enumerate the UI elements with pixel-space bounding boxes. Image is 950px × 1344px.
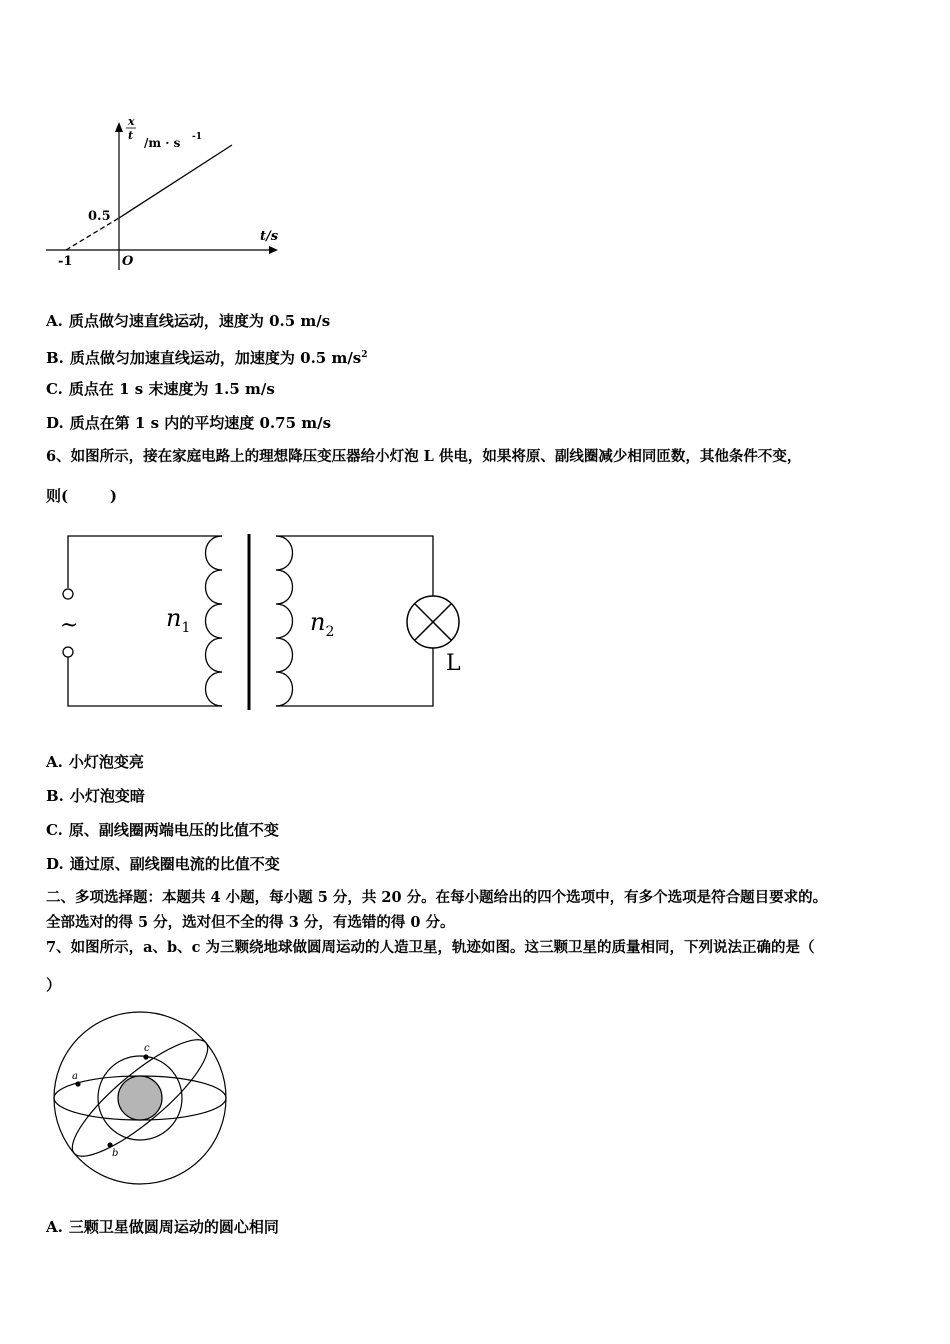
- q7-stem-line1: 7、如图所示，a、b、c 为三颗绕地球做圆周运动的人造卫星，轨迹如图。这三颗卫星的质量相同，下列说法正确的是（: [46, 939, 815, 956]
- q5-option-a: [46, 311, 330, 331]
- option-text: 小灯泡变亮: [68, 753, 144, 771]
- option-label: B.: [46, 349, 64, 367]
- primary-coil: [206, 536, 223, 706]
- option-text: 三颗卫星做圆周运动的圆心相同: [68, 1218, 279, 1236]
- secondary-wire-bottom: [276, 648, 433, 706]
- q6-stem-line2: 则( ): [46, 487, 117, 505]
- q6-option-b: [46, 786, 145, 806]
- satellite-b: [107, 1142, 112, 1147]
- earth: [118, 1076, 162, 1120]
- section2-line2: 全部选对的得 5 分，选对但不全的得 3 分，有选错的得 0 分。: [46, 914, 455, 931]
- x-neg-label: -1: [58, 254, 73, 269]
- option-label: A.: [46, 1218, 63, 1236]
- ac-source-symbol: ~: [60, 613, 79, 638]
- transformer-circuit: [50, 528, 480, 718]
- origin-label: O: [122, 254, 134, 269]
- satellite-a-label: a: [72, 1071, 78, 1082]
- q6-option-d: [46, 854, 280, 874]
- n1-subscript: 1: [181, 620, 191, 636]
- y-label-denominator: t: [128, 129, 134, 142]
- option-label: A.: [46, 312, 63, 330]
- option-label: A.: [46, 753, 63, 771]
- option-label: D.: [46, 414, 64, 432]
- x-axis-label: t/s: [260, 229, 279, 244]
- n1-symbol: n: [166, 604, 182, 632]
- secondary-wire-top: [276, 536, 433, 596]
- xt-graph: [40, 110, 290, 275]
- option-text: 质点做匀加速直线运动，加速度为 0.5 m/s: [69, 349, 362, 367]
- y-label-numerator: x: [128, 115, 135, 128]
- satellite-c: [143, 1054, 148, 1059]
- option-text: 通过原、副线圈电流的比值不变: [69, 855, 280, 873]
- primary-wire-top: [68, 536, 222, 588]
- lamp-label: L: [446, 651, 461, 676]
- option-label: C.: [46, 821, 63, 839]
- x-axis-arrow: [269, 246, 278, 254]
- option-text: 质点在 1 s 末速度为 1.5 m/s: [68, 380, 275, 398]
- q6-option-a: [46, 752, 144, 772]
- y-label-unit: /m · s: [144, 136, 181, 150]
- q6-option-c: [46, 820, 279, 840]
- option-label: B.: [46, 787, 64, 805]
- terminal-bottom: [63, 647, 73, 657]
- q5-option-d: [46, 413, 331, 433]
- q5-option-c: [46, 379, 275, 399]
- option-text: 原、副线圈两端电压的比值不变: [68, 821, 279, 839]
- q5-option-b: [46, 345, 368, 368]
- q7-option-a: [46, 1217, 279, 1237]
- n2-subscript: 2: [325, 624, 335, 640]
- satellite-orbits-figure: [48, 1006, 240, 1186]
- y-axis-arrow: [115, 122, 123, 132]
- primary-wire-bottom: [68, 652, 222, 706]
- n1-label: [166, 604, 190, 636]
- option-label: C.: [46, 380, 63, 398]
- graph-line: [119, 145, 232, 218]
- q6-stem-line1: 6、如图所示，接在家庭电路上的理想降压变压器给小灯泡 L 供电，如果将原、副线圈减少相同匝数，其他条件不变，: [46, 448, 802, 465]
- satellite-a: [75, 1081, 80, 1086]
- y-label-unit-exponent: -1: [192, 132, 202, 142]
- satellite-b-label: b: [112, 1148, 119, 1159]
- terminal-top: [63, 589, 73, 599]
- option-label: D.: [46, 855, 64, 873]
- q7-stem-line2: ）: [46, 976, 62, 994]
- satellite-c-label: c: [144, 1043, 150, 1054]
- option-text: 质点在第 1 s 内的平均速度 0.75 m/s: [69, 414, 332, 432]
- option-superscript: 2: [361, 350, 368, 360]
- n2-label: [310, 608, 334, 640]
- option-text: 质点做匀速直线运动，速度为 0.5 m/s: [68, 312, 331, 330]
- n2-symbol: n: [310, 608, 326, 636]
- secondary-coil: [276, 536, 293, 706]
- section2-line1: 二、多项选择题：本题共 4 小题，每小题 5 分，共 20 分。在每小题给出的四个选项中，有多个选项是符合题目要求的。: [46, 889, 828, 906]
- y-intercept-label: 0.5: [88, 209, 111, 224]
- option-text: 小灯泡变暗: [69, 787, 145, 805]
